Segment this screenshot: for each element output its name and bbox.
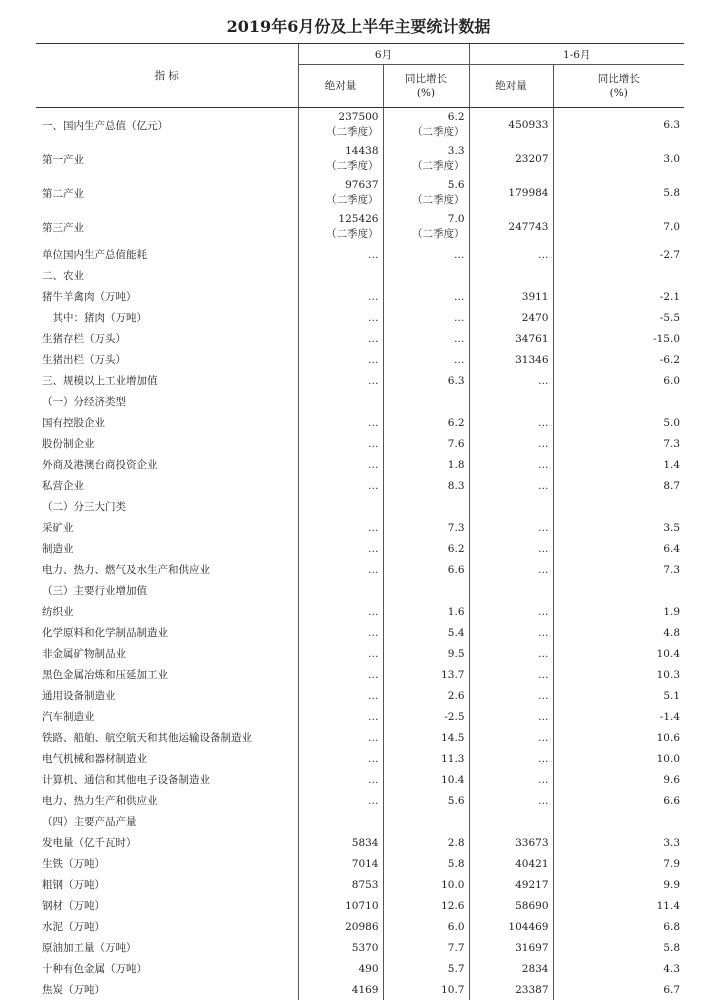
table-header	[36, 44, 684, 108]
june-yoy: 3.3 （二季度）	[383, 142, 469, 176]
table-row	[36, 895, 684, 916]
ytd-absolute: …	[469, 517, 553, 538]
ytd-yoy: 9.9	[553, 874, 684, 895]
june-yoy: 5.8	[383, 853, 469, 874]
june-absolute: …	[298, 370, 383, 391]
ytd-absolute: …	[469, 727, 553, 748]
row-label: 水泥（万吨）	[36, 916, 298, 937]
june-absolute: 10710	[298, 895, 383, 916]
june-yoy: …	[383, 307, 469, 328]
ytd-absolute	[469, 265, 553, 286]
june-yoy: 5.4	[383, 622, 469, 643]
ytd-yoy: -2.1	[553, 286, 684, 307]
row-label: 第三产业	[36, 210, 298, 244]
table-row	[36, 769, 684, 790]
june-absolute: …	[298, 559, 383, 580]
row-label: 股份制企业	[36, 433, 298, 454]
ytd-absolute: …	[469, 559, 553, 580]
row-label: 第二产业	[36, 176, 298, 210]
row-label: 非金属矿物制品业	[36, 643, 298, 664]
june-absolute: …	[298, 412, 383, 433]
june-yoy: 1.8	[383, 454, 469, 475]
table-row	[36, 706, 684, 727]
row-label: 生猪出栏（万头）	[36, 349, 298, 370]
june-absolute: …	[298, 748, 383, 769]
row-label: 汽车制造业	[36, 706, 298, 727]
june-absolute: …	[298, 286, 383, 307]
ytd-yoy: 5.8	[553, 937, 684, 958]
ytd-absolute: 179984	[469, 176, 553, 210]
table-row	[36, 210, 684, 244]
table-row	[36, 538, 684, 559]
row-label: 十种有色金属（万吨）	[36, 958, 298, 979]
june-absolute: …	[298, 328, 383, 349]
june-absolute: …	[298, 475, 383, 496]
june-absolute: …	[298, 433, 383, 454]
table-row	[36, 496, 684, 517]
ytd-yoy	[553, 265, 684, 286]
june-absolute: 5370	[298, 937, 383, 958]
row-label: 电气机械和器材制造业	[36, 748, 298, 769]
table-row	[36, 391, 684, 412]
ytd-absolute: …	[469, 454, 553, 475]
june-yoy: 8.3	[383, 475, 469, 496]
ytd-absolute: 247743	[469, 210, 553, 244]
june-header: 6月	[298, 44, 469, 65]
row-label: 私营企业	[36, 475, 298, 496]
ytd-yoy	[553, 496, 684, 517]
june-yoy: …	[383, 349, 469, 370]
ytd-absolute	[469, 391, 553, 412]
june-yoy: 7.0 （二季度）	[383, 210, 469, 244]
table-row	[36, 874, 684, 895]
june-yoy: 7.6	[383, 433, 469, 454]
june-absolute: …	[298, 307, 383, 328]
ytd-yoy: 5.8	[553, 176, 684, 210]
june-absolute: …	[298, 643, 383, 664]
table-row	[36, 853, 684, 874]
ytd-yoy: 6.8	[553, 916, 684, 937]
ytd-absolute	[469, 496, 553, 517]
table-row	[36, 643, 684, 664]
ytd-yoy: -6.2	[553, 349, 684, 370]
row-label: 生猪存栏（万头）	[36, 328, 298, 349]
ytd-yoy: 6.0	[553, 370, 684, 391]
ytd-absolute: 23207	[469, 142, 553, 176]
row-label: 三、规模以上工业增加值	[36, 370, 298, 391]
ytd-yoy: 10.3	[553, 664, 684, 685]
table-row	[36, 790, 684, 811]
ytd-absolute: …	[469, 538, 553, 559]
june-yoy: 6.2	[383, 538, 469, 559]
row-label: 铁路、船舶、航空航天和其他运输设备制造业	[36, 727, 298, 748]
row-label: 粗钢（万吨）	[36, 874, 298, 895]
table-row	[36, 622, 684, 643]
table-row	[36, 475, 684, 496]
ytd-absolute: …	[469, 643, 553, 664]
ytd-absolute: …	[469, 769, 553, 790]
june-yoy: 6.3	[383, 370, 469, 391]
table-row	[36, 832, 684, 853]
june-yoy	[383, 265, 469, 286]
ytd-absolute: …	[469, 706, 553, 727]
ytd-yoy: 5.0	[553, 412, 684, 433]
ytd-yoy	[553, 580, 684, 601]
row-label: （四）主要产品产量	[36, 811, 298, 832]
row-label: 纺织业	[36, 601, 298, 622]
ytd-yoy: 9.6	[553, 769, 684, 790]
june-absolute: 490	[298, 958, 383, 979]
june-absolute: …	[298, 685, 383, 706]
june-yoy: 10.0	[383, 874, 469, 895]
ytd-yoy: -1.4	[553, 706, 684, 727]
june-absolute: …	[298, 601, 383, 622]
ytd-absolute: …	[469, 664, 553, 685]
ytd-absolute: 2470	[469, 307, 553, 328]
ytd-yoy	[553, 811, 684, 832]
row-label: 第一产业	[36, 142, 298, 176]
june-yoy: 5.7	[383, 958, 469, 979]
june-yoy: 6.2 （二季度）	[383, 108, 469, 143]
june-absolute: …	[298, 769, 383, 790]
table-body	[36, 108, 684, 1000]
june-absolute	[298, 496, 383, 517]
row-label: （一）分经济类型	[36, 391, 298, 412]
ytd-yoy: 8.7	[553, 475, 684, 496]
row-label: 焦炭（万吨）	[36, 979, 298, 1000]
ytd-absolute: 450933	[469, 108, 553, 143]
table-row	[36, 979, 684, 1000]
june-abs-header: 绝对量	[298, 65, 383, 108]
june-absolute	[298, 265, 383, 286]
june-yoy: 7.3	[383, 517, 469, 538]
june-yoy: 6.6	[383, 559, 469, 580]
june-absolute: 8753	[298, 874, 383, 895]
row-label: 二、农业	[36, 265, 298, 286]
row-label: 单位国内生产总值能耗	[36, 244, 298, 265]
row-label: 生铁（万吨）	[36, 853, 298, 874]
ytd-yoy: 6.6	[553, 790, 684, 811]
table-row	[36, 727, 684, 748]
june-yoy: …	[383, 328, 469, 349]
row-label: 一、国内生产总值（亿元）	[36, 108, 298, 143]
ytd-absolute: 104469	[469, 916, 553, 937]
ytd-absolute: …	[469, 433, 553, 454]
june-absolute	[298, 811, 383, 832]
ytd-absolute: 58690	[469, 895, 553, 916]
ytd-absolute: …	[469, 685, 553, 706]
ytd-yoy: 7.0	[553, 210, 684, 244]
table-row	[36, 580, 684, 601]
ytd-abs-header: 绝对量	[469, 65, 553, 108]
table-row	[36, 748, 684, 769]
ytd-yoy	[553, 391, 684, 412]
ytd-yoy-header: 同比增长 (%)	[553, 65, 684, 108]
ytd-yoy: -15.0	[553, 328, 684, 349]
june-yoy: -2.5	[383, 706, 469, 727]
june-absolute: 4169	[298, 979, 383, 1000]
row-label: 原油加工量（万吨）	[36, 937, 298, 958]
page-title: 2019年6月份及上半年主要统计数据	[0, 0, 717, 30]
table-row	[36, 601, 684, 622]
ytd-absolute	[469, 811, 553, 832]
ytd-absolute: …	[469, 244, 553, 265]
june-absolute: 20986	[298, 916, 383, 937]
table-row	[36, 433, 684, 454]
row-label: 国有控股企业	[36, 412, 298, 433]
table-row	[36, 370, 684, 391]
ytd-absolute: …	[469, 601, 553, 622]
june-yoy-header: 同比增长 (%)	[383, 65, 469, 108]
june-absolute: …	[298, 664, 383, 685]
ytd-yoy: 3.3	[553, 832, 684, 853]
june-yoy	[383, 496, 469, 517]
table-row	[36, 307, 684, 328]
june-absolute	[298, 391, 383, 412]
ytd-absolute: …	[469, 412, 553, 433]
table-row	[36, 176, 684, 210]
ytd-absolute: 34761	[469, 328, 553, 349]
row-label: 电力、热力生产和供应业	[36, 790, 298, 811]
june-yoy: 14.5	[383, 727, 469, 748]
june-absolute: …	[298, 790, 383, 811]
ytd-yoy: 6.7	[553, 979, 684, 1000]
june-absolute: …	[298, 349, 383, 370]
ytd-absolute: 23387	[469, 979, 553, 1000]
june-yoy: 13.7	[383, 664, 469, 685]
june-yoy: …	[383, 286, 469, 307]
table-row	[36, 454, 684, 475]
row-label: 猪牛羊禽肉（万吨）	[36, 286, 298, 307]
table-row	[36, 412, 684, 433]
ytd-absolute: 2834	[469, 958, 553, 979]
row-label: （二）分三大门类	[36, 496, 298, 517]
june-yoy: 12.6	[383, 895, 469, 916]
row-label: 其中：猪肉（万吨）	[36, 307, 298, 328]
table-row	[36, 664, 684, 685]
statistics-table	[36, 43, 684, 1000]
june-absolute: …	[298, 244, 383, 265]
june-yoy: 6.0	[383, 916, 469, 937]
ytd-yoy: -2.7	[553, 244, 684, 265]
june-yoy	[383, 811, 469, 832]
table-row	[36, 517, 684, 538]
ytd-yoy: 5.1	[553, 685, 684, 706]
table-row	[36, 349, 684, 370]
table-row	[36, 916, 684, 937]
june-absolute: …	[298, 706, 383, 727]
june-absolute: 237500 （二季度）	[298, 108, 383, 143]
ytd-yoy: 7.9	[553, 853, 684, 874]
row-label: 计算机、通信和其他电子设备制造业	[36, 769, 298, 790]
ytd-yoy: 4.8	[553, 622, 684, 643]
table-row	[36, 328, 684, 349]
row-label: 黑色金属冶炼和压延加工业	[36, 664, 298, 685]
june-yoy: 9.5	[383, 643, 469, 664]
june-yoy: 7.7	[383, 937, 469, 958]
ytd-absolute: …	[469, 370, 553, 391]
table-row	[36, 811, 684, 832]
ytd-yoy: 6.4	[553, 538, 684, 559]
ytd-absolute: 3911	[469, 286, 553, 307]
table-row	[36, 244, 684, 265]
table-row	[36, 937, 684, 958]
june-absolute: …	[298, 517, 383, 538]
june-yoy: 6.2	[383, 412, 469, 433]
table-row	[36, 286, 684, 307]
ytd-absolute: 31697	[469, 937, 553, 958]
june-absolute: …	[298, 454, 383, 475]
ytd-yoy: 6.3	[553, 108, 684, 143]
june-absolute	[298, 580, 383, 601]
june-absolute: 125426 （二季度）	[298, 210, 383, 244]
table-row	[36, 958, 684, 979]
june-absolute: 5834	[298, 832, 383, 853]
june-yoy: 10.4	[383, 769, 469, 790]
indicator-header: 指 标	[36, 44, 298, 108]
table-row	[36, 685, 684, 706]
june-yoy: 11.3	[383, 748, 469, 769]
june-yoy: 5.6	[383, 790, 469, 811]
ytd-yoy: 7.3	[553, 559, 684, 580]
row-label: 外商及港澳台商投资企业	[36, 454, 298, 475]
ytd-yoy: 10.0	[553, 748, 684, 769]
june-absolute: 97637 （二季度）	[298, 176, 383, 210]
ytd-yoy: 1.4	[553, 454, 684, 475]
table-row	[36, 108, 684, 143]
june-yoy: 2.6	[383, 685, 469, 706]
june-absolute: 7014	[298, 853, 383, 874]
june-yoy: 5.6 （二季度）	[383, 176, 469, 210]
row-label: （三）主要行业增加值	[36, 580, 298, 601]
ytd-absolute: …	[469, 475, 553, 496]
ytd-yoy: 7.3	[553, 433, 684, 454]
row-label: 发电量（亿千瓦时）	[36, 832, 298, 853]
ytd-yoy: 3.0	[553, 142, 684, 176]
june-yoy: 2.8	[383, 832, 469, 853]
june-yoy: 1.6	[383, 601, 469, 622]
ytd-absolute: …	[469, 790, 553, 811]
row-label: 钢材（万吨）	[36, 895, 298, 916]
ytd-yoy: 10.6	[553, 727, 684, 748]
table-row	[36, 265, 684, 286]
june-absolute: …	[298, 727, 383, 748]
ytd-absolute: 31346	[469, 349, 553, 370]
row-label: 电力、热力、燃气及水生产和供应业	[36, 559, 298, 580]
june-absolute: …	[298, 622, 383, 643]
ytd-header: 1-6月	[469, 44, 684, 65]
row-label: 采矿业	[36, 517, 298, 538]
june-yoy: 10.7	[383, 979, 469, 1000]
june-yoy	[383, 580, 469, 601]
ytd-yoy: 11.4	[553, 895, 684, 916]
ytd-absolute: …	[469, 622, 553, 643]
ytd-absolute: 40421	[469, 853, 553, 874]
ytd-yoy: 4.3	[553, 958, 684, 979]
ytd-absolute	[469, 580, 553, 601]
ytd-yoy: 1.9	[553, 601, 684, 622]
ytd-absolute: 49217	[469, 874, 553, 895]
ytd-yoy: 3.5	[553, 517, 684, 538]
table-row	[36, 142, 684, 176]
row-label: 制造业	[36, 538, 298, 559]
ytd-yoy: -5.5	[553, 307, 684, 328]
june-yoy: …	[383, 244, 469, 265]
june-absolute: 14438 （二季度）	[298, 142, 383, 176]
ytd-absolute: …	[469, 748, 553, 769]
ytd-absolute: 33673	[469, 832, 553, 853]
june-absolute: …	[298, 538, 383, 559]
table-row	[36, 559, 684, 580]
ytd-yoy: 10.4	[553, 643, 684, 664]
row-label: 通用设备制造业	[36, 685, 298, 706]
row-label: 化学原料和化学制品制造业	[36, 622, 298, 643]
june-yoy	[383, 391, 469, 412]
